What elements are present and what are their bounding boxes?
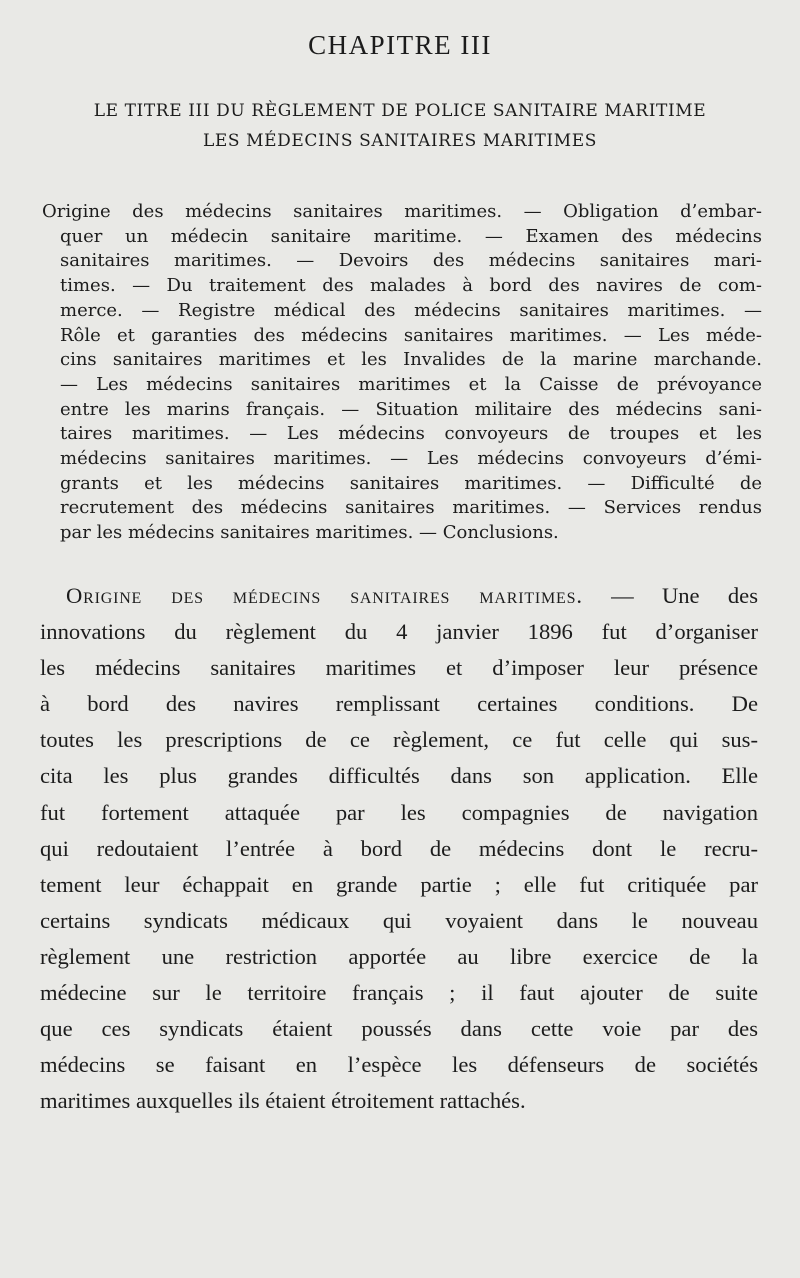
summary-line: merce. — Registre médical des médecins sanitaires maritimes. — — [60, 299, 762, 321]
summary-line: taires maritimes. — Les médecins convoyeurs de troupes et les — [60, 423, 762, 445]
summary-line: par les médecins sanitaires maritimes. — Conclusions. — [60, 522, 559, 544]
summary-line: entre les marins français. — Situation militaire des médecins sani- — [60, 398, 762, 420]
body-line: règlement une restriction apportée au libre exercice de la — [40, 943, 758, 969]
summary-line: grants et les médecins sanitaires maritimes. — Difficulté de — [60, 472, 762, 494]
body-line: qui redoutaient l’entrée à bord de médecins dont le recru- — [40, 835, 758, 861]
body-line: certains syndicats médicaux qui voyaient dans le nouveau — [40, 907, 758, 933]
summary-line: recrutement des médecins sanitaires maritimes. — Services rendus — [60, 497, 762, 519]
body-line: les médecins sanitaires maritimes et d’imposer leur présence — [40, 655, 758, 681]
body-line: cita les plus grandes difficultés dans son application. Elle — [40, 763, 758, 789]
summary-line: Rôle et garanties des médecins sanitaires maritimes. — Les méde- — [60, 324, 762, 346]
summary-line: quer un médecin sanitaire maritime. — Examen des médecins — [60, 225, 762, 247]
body-line: maritimes auxquelles ils étaient étroitement rattachés. — [40, 1088, 526, 1114]
body-line: tement leur échappait en grande partie ; elle fut critiquée par — [40, 871, 758, 897]
summary-line: sanitaires maritimes. — Devoirs des médecins sanitaires mari- — [60, 250, 762, 272]
summary-line: — Les médecins sanitaires maritimes et la Caisse de prévoyance — [60, 373, 762, 395]
body-first-line — [40, 578, 758, 614]
section-lead-in: Origine des médecins sanitaires maritimes. — [66, 583, 583, 608]
summary-line: Origine des médecins sanitaires maritimes. — Obligation d’embar- — [42, 201, 762, 222]
body-line: médecine sur le territoire français ; il faut ajouter de suite — [40, 980, 758, 1006]
body-paragraph — [40, 578, 758, 1119]
summary-line: times. — Du traitement des malades à bord des navires de com- — [60, 275, 762, 297]
body-line: à bord des navires remplissant certaines conditions. De — [40, 691, 758, 717]
chapter-summary — [42, 200, 762, 546]
chapter-subtitle-line: LES MÉDECINS SANITAIRES MARITIMES — [203, 131, 597, 151]
body-line: innovations du règlement du 4 janvier 1896 fut d’organiser — [40, 619, 758, 645]
body-line-rest: — Une des — [582, 583, 758, 608]
body-line: toutes les prescriptions de ce règlement, ce fut celle qui sus- — [40, 727, 758, 753]
summary-line: médecins sanitaires maritimes. — Les médecins convoyeurs d’émi- — [60, 448, 762, 470]
summary-line: cins sanitaires maritimes et les Invalides de la marine marchande. — [60, 349, 762, 371]
chapter-heading: CHAPITRE III — [308, 30, 492, 60]
chapter-title-line: LE TITRE III DU RÈGLEMENT DE POLICE SANITAIRE MARITIME — [93, 101, 707, 121]
body-line: que ces syndicats étaient poussés dans cette voie par des — [40, 1016, 758, 1042]
body-line: fut fortement attaquée par les compagnies de navigation — [40, 799, 758, 825]
chapter-titles — [30, 96, 770, 156]
body-line: médecins se faisant en l’espèce les défenseurs de sociétés — [40, 1052, 758, 1078]
